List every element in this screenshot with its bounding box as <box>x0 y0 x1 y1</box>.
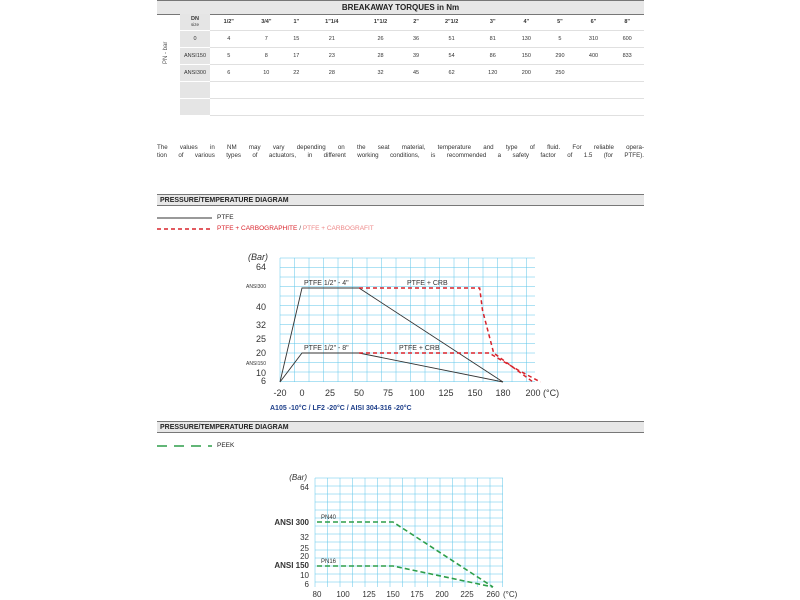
torque-cell: 250 <box>543 65 577 82</box>
series-line-0 <box>280 288 503 382</box>
y-tick-label: 32 <box>255 320 266 330</box>
annotation-pn40: PN40 <box>321 515 337 521</box>
legend-peek: PEEK <box>217 442 235 449</box>
torque-cell <box>356 82 405 99</box>
x-axis-label: (°C) <box>503 590 518 599</box>
diagram1-title: PRESSURE/TEMPERATURE DIAGRAM <box>157 194 644 206</box>
torque-cell: 32 <box>356 65 405 82</box>
diagram2-title: PRESSURE/TEMPERATURE DIAGRAM <box>157 421 644 433</box>
y-tick-label: ANSI150 <box>245 361 266 367</box>
torque-note <box>157 144 644 160</box>
torque-cell <box>405 99 427 116</box>
table-row <box>180 48 644 65</box>
row-label <box>180 82 210 99</box>
torque-cell: 81 <box>476 31 510 48</box>
x-tick-label: 100 <box>409 388 425 398</box>
annotation-ptfe-8: PTFE 1/2" - 8" <box>304 345 349 352</box>
size-label: size <box>190 22 199 27</box>
size-header-7: 3" <box>476 14 510 31</box>
x-tick-label: 100 <box>336 590 350 599</box>
y-tick-label: 10 <box>300 571 309 580</box>
torque-cell <box>543 82 577 99</box>
torque-cell: 23 <box>307 48 356 65</box>
row-label: ANSI150 <box>180 48 210 65</box>
y-tick-label: 32 <box>300 533 309 542</box>
torque-cell <box>543 99 577 116</box>
x-tick-label: 225 <box>460 590 474 599</box>
y-tick-label: ANSI 300 <box>274 518 309 527</box>
torque-cell: 200 <box>510 65 544 82</box>
torque-cell: 120 <box>476 65 510 82</box>
torque-cell: 45 <box>405 65 427 82</box>
y-axis-label: (Bar) <box>248 252 268 262</box>
x-tick-label: 50 <box>353 388 365 398</box>
legend-cg-main: PTFE + CARBOGRAPHITE <box>217 225 298 232</box>
x-tick-label: 0 <box>299 388 305 398</box>
table-row <box>180 31 644 48</box>
y-axis-label: (Bar) <box>289 473 307 482</box>
legend-cg-sep: / <box>299 225 301 232</box>
annotation-pn16: PN16 <box>321 559 337 565</box>
series-line-2 <box>359 288 533 382</box>
torque-cell: 39 <box>405 48 427 65</box>
torque-cell <box>210 99 248 116</box>
torque-cell <box>285 99 307 116</box>
y-tick-label: ANSI 150 <box>274 561 309 570</box>
size-header-5: 2" <box>405 14 427 31</box>
table-row <box>180 65 644 82</box>
torque-cell <box>577 99 611 116</box>
y-tick-label: 20 <box>300 552 309 561</box>
torque-cell <box>577 82 611 99</box>
chart1-footer: A105 -10°C / LF2 -20°C / AISI 304-316 -20°C <box>270 405 412 412</box>
series-line-0 <box>317 522 493 587</box>
torque-cell: 10 <box>248 65 286 82</box>
x-tick-label: 150 <box>386 590 400 599</box>
torque-header-row <box>180 14 644 31</box>
size-header-9: 5" <box>543 14 577 31</box>
torque-cell: 28 <box>307 65 356 82</box>
size-header-4: 1"1/2 <box>356 14 405 31</box>
torque-cell: 17 <box>285 48 307 65</box>
torque-cell <box>248 99 286 116</box>
torque-cell: 22 <box>285 65 307 82</box>
y-tick-label: 64 <box>300 483 309 492</box>
torque-cell: 833 <box>610 48 644 65</box>
row-label <box>180 99 210 116</box>
y-tick-label: 64 <box>255 262 266 272</box>
y-tick-label: 40 <box>255 302 266 312</box>
legend-peek-line-icon <box>157 440 217 454</box>
torque-cell <box>210 82 248 99</box>
size-header-0: 1/2" <box>210 14 248 31</box>
x-axis-label: (°C) <box>543 388 560 398</box>
torque-cell <box>307 82 356 99</box>
torque-cell <box>307 99 356 116</box>
x-tick-label: 260 <box>486 590 500 599</box>
torque-cell: 26 <box>356 31 405 48</box>
table-row <box>180 99 644 116</box>
row-label: ANSI300 <box>180 65 210 82</box>
torque-cell <box>476 82 510 99</box>
size-header-8: 4" <box>510 14 544 31</box>
table-row <box>180 82 644 99</box>
torque-cell <box>427 99 476 116</box>
x-tick-label: 125 <box>438 388 454 398</box>
torque-cell: 4 <box>210 31 248 48</box>
diagram2-legend <box>157 440 357 454</box>
y-tick-label: 25 <box>300 544 309 553</box>
torque-cell: 7 <box>248 31 286 48</box>
x-tick-label: 80 <box>312 590 322 599</box>
torque-cell: 600 <box>610 31 644 48</box>
torque-cell <box>427 82 476 99</box>
x-tick-label: 180 <box>495 388 511 398</box>
torque-cell: 15 <box>285 31 307 48</box>
torque-cell <box>405 82 427 99</box>
torque-cell <box>285 82 307 99</box>
annotation-ptfe-crb-1: PTFE + CRB <box>407 280 448 287</box>
pressure-temp-chart-2 <box>265 470 535 600</box>
y-tick-label: 6 <box>260 376 266 386</box>
torque-cell <box>610 82 644 99</box>
torque-cell: 310 <box>577 31 611 48</box>
size-header-1: 3/4" <box>248 14 286 31</box>
torque-cell: 290 <box>543 48 577 65</box>
torque-cell: 130 <box>510 31 544 48</box>
x-tick-label: 75 <box>382 388 394 398</box>
x-tick-label: 175 <box>410 590 424 599</box>
size-header-2: 1" <box>285 14 307 31</box>
y-tick-label: 25 <box>255 334 266 344</box>
torque-cell: 21 <box>307 31 356 48</box>
torque-cell: 6 <box>210 65 248 82</box>
legend-ptfe: PTFE <box>217 214 234 221</box>
note-line-1: The values in NM may vary depending on the seat material, temperature and type of fluid. For reliable opera- <box>157 144 644 151</box>
torque-cell: 5 <box>210 48 248 65</box>
torque-cell <box>248 82 286 99</box>
x-tick-label: 200 <box>435 590 449 599</box>
dn-size-header <box>180 14 210 31</box>
dn-label: DN <box>191 16 199 22</box>
series-line-1 <box>280 353 503 382</box>
torque-grid <box>180 14 644 116</box>
torque-table <box>157 14 644 130</box>
torque-cell <box>476 99 510 116</box>
x-tick-label: 150 <box>467 388 483 398</box>
y-tick-label: 20 <box>255 348 266 358</box>
note-line-2: tion of various types of actuators, in different working conditions, is recommended a safety factor of 1.5 (for PTFE). <box>157 152 644 159</box>
x-tick-label: 200 <box>525 388 541 398</box>
x-tick-label: 25 <box>324 388 336 398</box>
torque-cell: 400 <box>577 48 611 65</box>
y-tick-label: ANSI300 <box>245 284 266 290</box>
torque-cell: 5 <box>543 31 577 48</box>
torque-cell: 62 <box>427 65 476 82</box>
torque-cell: 54 <box>427 48 476 65</box>
y-tick-label: 10 <box>255 368 266 378</box>
pressure-temp-chart-1 <box>235 250 560 415</box>
x-tick-label: 125 <box>362 590 376 599</box>
torque-cell <box>610 99 644 116</box>
size-header-3: 1"1/4 <box>307 14 356 31</box>
torque-table-title: BREAKAWAY TORQUES in Nm <box>157 0 644 15</box>
size-header-10: 6" <box>577 14 611 31</box>
torque-cell: 36 <box>405 31 427 48</box>
torque-cell: 150 <box>510 48 544 65</box>
torque-cell: 8 <box>248 48 286 65</box>
pn-bar-label: PN - bar <box>163 41 169 64</box>
torque-cell: 51 <box>427 31 476 48</box>
torque-cell <box>356 99 405 116</box>
torque-cell <box>510 82 544 99</box>
torque-cell: 28 <box>356 48 405 65</box>
x-tick-label: -20 <box>273 388 287 398</box>
torque-cell: 86 <box>476 48 510 65</box>
row-label: 0 <box>180 31 210 48</box>
diagram1-legend <box>157 212 457 242</box>
torque-cell <box>510 99 544 116</box>
legend-cg-alt: PTFE + CARBOGRAFIT <box>302 225 374 232</box>
legend-carbographite <box>217 225 374 232</box>
annotation-ptfe-4: PTFE 1/2" - 4" <box>304 280 349 287</box>
annotation-ptfe-crb-2: PTFE + CRB <box>399 345 440 352</box>
size-header-6: 2"1/2 <box>427 14 476 31</box>
y-tick-label: 6 <box>304 580 309 589</box>
size-header-11: 8" <box>610 14 644 31</box>
torque-cell <box>610 65 644 82</box>
torque-cell <box>577 65 611 82</box>
